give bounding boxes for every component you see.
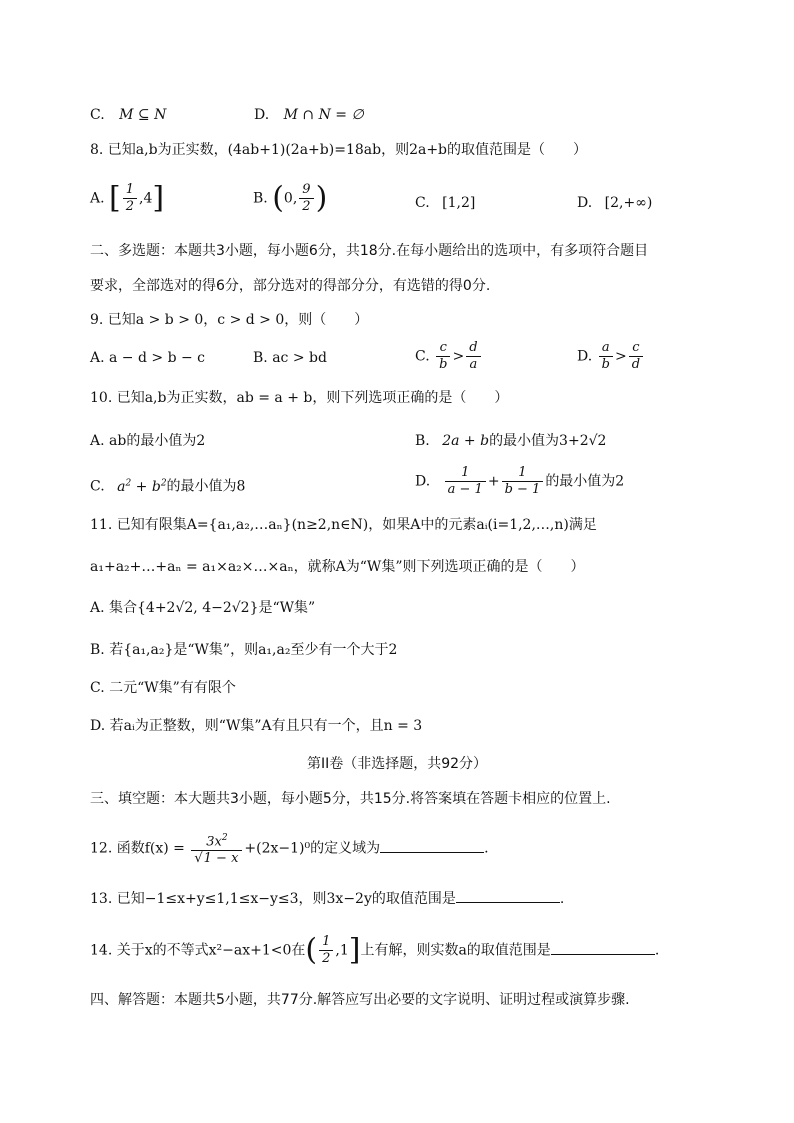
q11-stem-2: a₁+a₂+…+aₙ = a₁×a₂×…×aₙ，就称A为“W集”则下列选项正确的是（ ） [90,559,585,575]
q9-option-d [577,340,645,373]
zero-comma: 0, [283,190,298,207]
option-label: A. [90,190,105,207]
section2-line1: 二、多选题：本题共3小题，每小题6分，共18分.在每小题给出的选项中，有多项符合题目 [90,243,649,259]
q14-prefix: 14. 关于x的不等式x²−ax+1<0在 [90,942,306,959]
q10-stem: 10. 已知a,b为正实数，ab = a + b，则下列选项正确的是（ ） [90,390,509,406]
plus-sign: + [487,473,500,490]
q8-option-c [415,192,475,214]
expr-2a-plus-b: 2a + b [442,433,490,449]
q13 [90,888,734,910]
section3-heading: 三、填空题：本大题共3小题，每小题5分，共15分.将答案填在答题卡相应的位置上. [90,791,611,807]
q11-option-c: C. 二元“W集”有有限个 [90,680,236,696]
q9-option-a: A. a − d > b − c [90,350,206,366]
option-expr: M ∩ N = ∅ [283,107,364,123]
q8-option-d [577,192,652,214]
q11-option-a: A. 集合{4+2√2, 4−2√2}是“W集” [90,600,316,616]
q12-mid: +(2x−1)⁰的定义域为 [244,840,381,857]
section2-line2: 要求，全部选对的得6分，部分选对的得部分分，有选错的得0分. [90,278,491,294]
q7-option-d [254,104,364,126]
option-label: C. [90,478,105,495]
fraction-c-over-d: $\frac{c}{d}$ [629,340,643,373]
fraction-d-over-a: $\frac{d}{a}$ [466,340,480,373]
expr-a2-plus-b2: $a^2 + b^2$ [117,478,167,495]
bracket-close: ] [348,932,361,968]
option-tail: 的最小值为3+2√2 [489,433,607,449]
q8-option-b [253,182,327,215]
fraction: $\frac{1}{2}$ [123,182,137,215]
q9-option-b: B. ac > bd [253,350,327,366]
fraction-1-over-b-minus-1: $\frac{1}{b - 1}$ [502,465,544,498]
fraction-a-over-b: $\frac{a}{b}$ [599,340,613,373]
q13-text: 13. 已知−1≤x+y≤1,1≤x−y≤3，则3x−2y的取值范围是 [90,891,456,907]
paren-close: ) [315,180,328,216]
option-label: D. [254,107,270,123]
part2-title: 第II卷（非选择题，共92分） [306,756,488,772]
q13-end: . [559,891,565,907]
answer-blank[interactable] [456,888,560,903]
q11-option-d: D. 若aᵢ为正整数，则“W集”A有且只有一个，且n = 3 [90,718,423,734]
paren-open: ( [272,180,284,216]
q10-option-d [415,465,624,498]
q9-stem: 9. 已知a > b > 0，c > d > 0，则（ ） [90,312,369,328]
option-label: D. [415,473,431,490]
q10-option-c [90,472,245,498]
q14-end: . [654,942,660,959]
q8-stem: 8. 已知a,b为正实数，(4ab+1)(2a+b)=18ab，则2a+b的取值范围是（ ） [90,142,588,158]
option-label: C. [415,348,430,365]
option-label: C. [415,195,430,211]
gt-sign: > [452,348,465,365]
option-tail: 的最小值为2 [545,473,625,490]
comma-one: ,1 [335,942,349,959]
paren-open: ( [305,932,318,968]
option-expr: [2,+∞) [604,195,653,211]
q10-option-a: A. ab的最小值为2 [90,433,206,449]
option-label: B. [253,190,268,207]
answer-blank[interactable] [551,940,655,955]
option-expr: M ⊆ N [119,107,167,123]
fraction-1-over-a-minus-1: $\frac{1}{a - 1}$ [445,465,486,498]
q12-end: . [484,840,489,857]
comma-four: ,4 [139,190,153,207]
bracket-close: ] [152,180,165,216]
q12-prefix: 12. 函数f(x) = [90,840,185,857]
option-label: B. [415,433,430,449]
option-tail: 的最小值为8 [166,478,246,495]
q14-suffix: 上有解，则实数a的取值范围是 [360,942,551,959]
q10-option-b [415,430,606,452]
q12 [90,830,734,867]
option-label: C. [90,107,105,123]
fraction-3x2-over-sqrt: $\frac{3x^2}{√1 - x}$ [191,830,242,867]
bracket-open: [ [109,180,121,216]
fraction-1-over-2: $\frac{1}{2}$ [319,934,333,967]
option-label: D. [577,348,593,365]
q14 [90,934,734,967]
q9-option-c [415,340,483,373]
q8-option-a [90,182,164,215]
option-label: D. [577,195,593,211]
fraction: $\frac{9}{2}$ [299,182,313,215]
q11-stem-1: 11. 已知有限集A={a₁,a₂,…aₙ}(n≥2,n∈N)，如果A中的元素aᵢ(i=1,2,…,n)满足 [90,517,597,533]
option-expr: [1,2] [442,195,476,211]
answer-blank[interactable] [380,838,484,853]
q11-option-b: B. 若{a₁,a₂}是“W集”，则a₁,a₂至少有一个大于2 [90,642,398,658]
fraction-c-over-b: $\frac{c}{b}$ [436,340,450,373]
gt-sign: > [614,348,627,365]
section4-heading: 四、解答题：本题共5小题，共77分.解答应写出必要的文字说明、证明过程或演算步骤. [90,992,630,1008]
q7-option-c [90,104,166,126]
